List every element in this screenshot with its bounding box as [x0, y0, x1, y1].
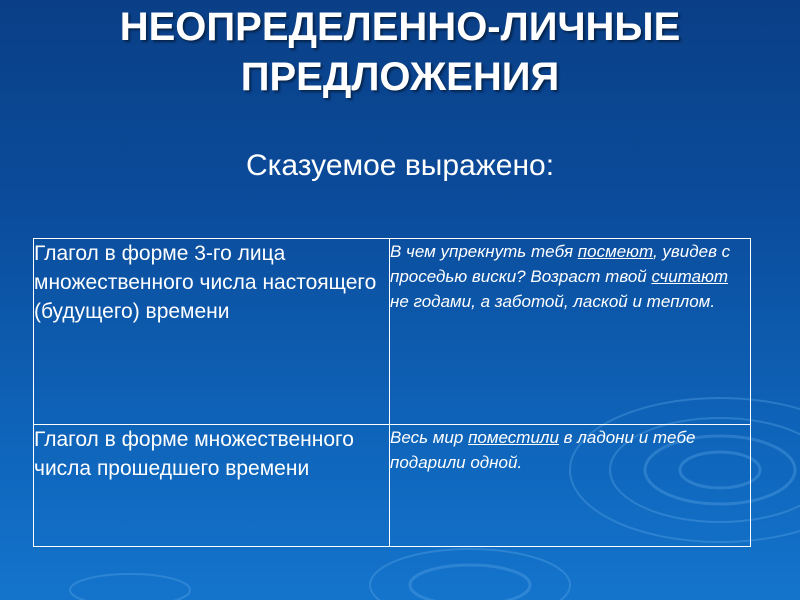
example-predicate: поместили	[468, 428, 559, 447]
example-predicate: считают	[651, 267, 729, 286]
slide-subtitle: Сказуемое выражено:	[245, 149, 555, 182]
example-text: не годами, а заботой, лаской и теплом.	[390, 292, 716, 311]
example-cell	[390, 239, 751, 425]
verb-form-cell: Глагол в форме 3-го лица множественного числа настоящего (будущего) времени	[34, 239, 390, 425]
slide-title	[0, 2, 800, 102]
slide-title-line-1: НЕОПРЕДЕЛЕННО-ЛИЧНЫЕ	[119, 5, 681, 49]
example-text: В чем упрекнуть тебя	[390, 242, 578, 261]
slide-title-line-2: ПРЕДЛОЖЕНИЯ	[240, 55, 560, 99]
table-row	[34, 239, 751, 425]
example-text: в ладони и тебе подарили одной.	[390, 428, 696, 472]
example-predicate: посмеют	[577, 242, 653, 261]
verb-form-cell: Глагол в форме множественного числа прошедшего времени	[34, 425, 390, 547]
example-text: , увидев с проседью виски? Возраст твой	[390, 242, 731, 286]
table-row	[34, 425, 751, 547]
example-text: Весь мир	[390, 428, 469, 447]
example-cell	[390, 425, 751, 547]
predicate-table	[33, 238, 751, 547]
